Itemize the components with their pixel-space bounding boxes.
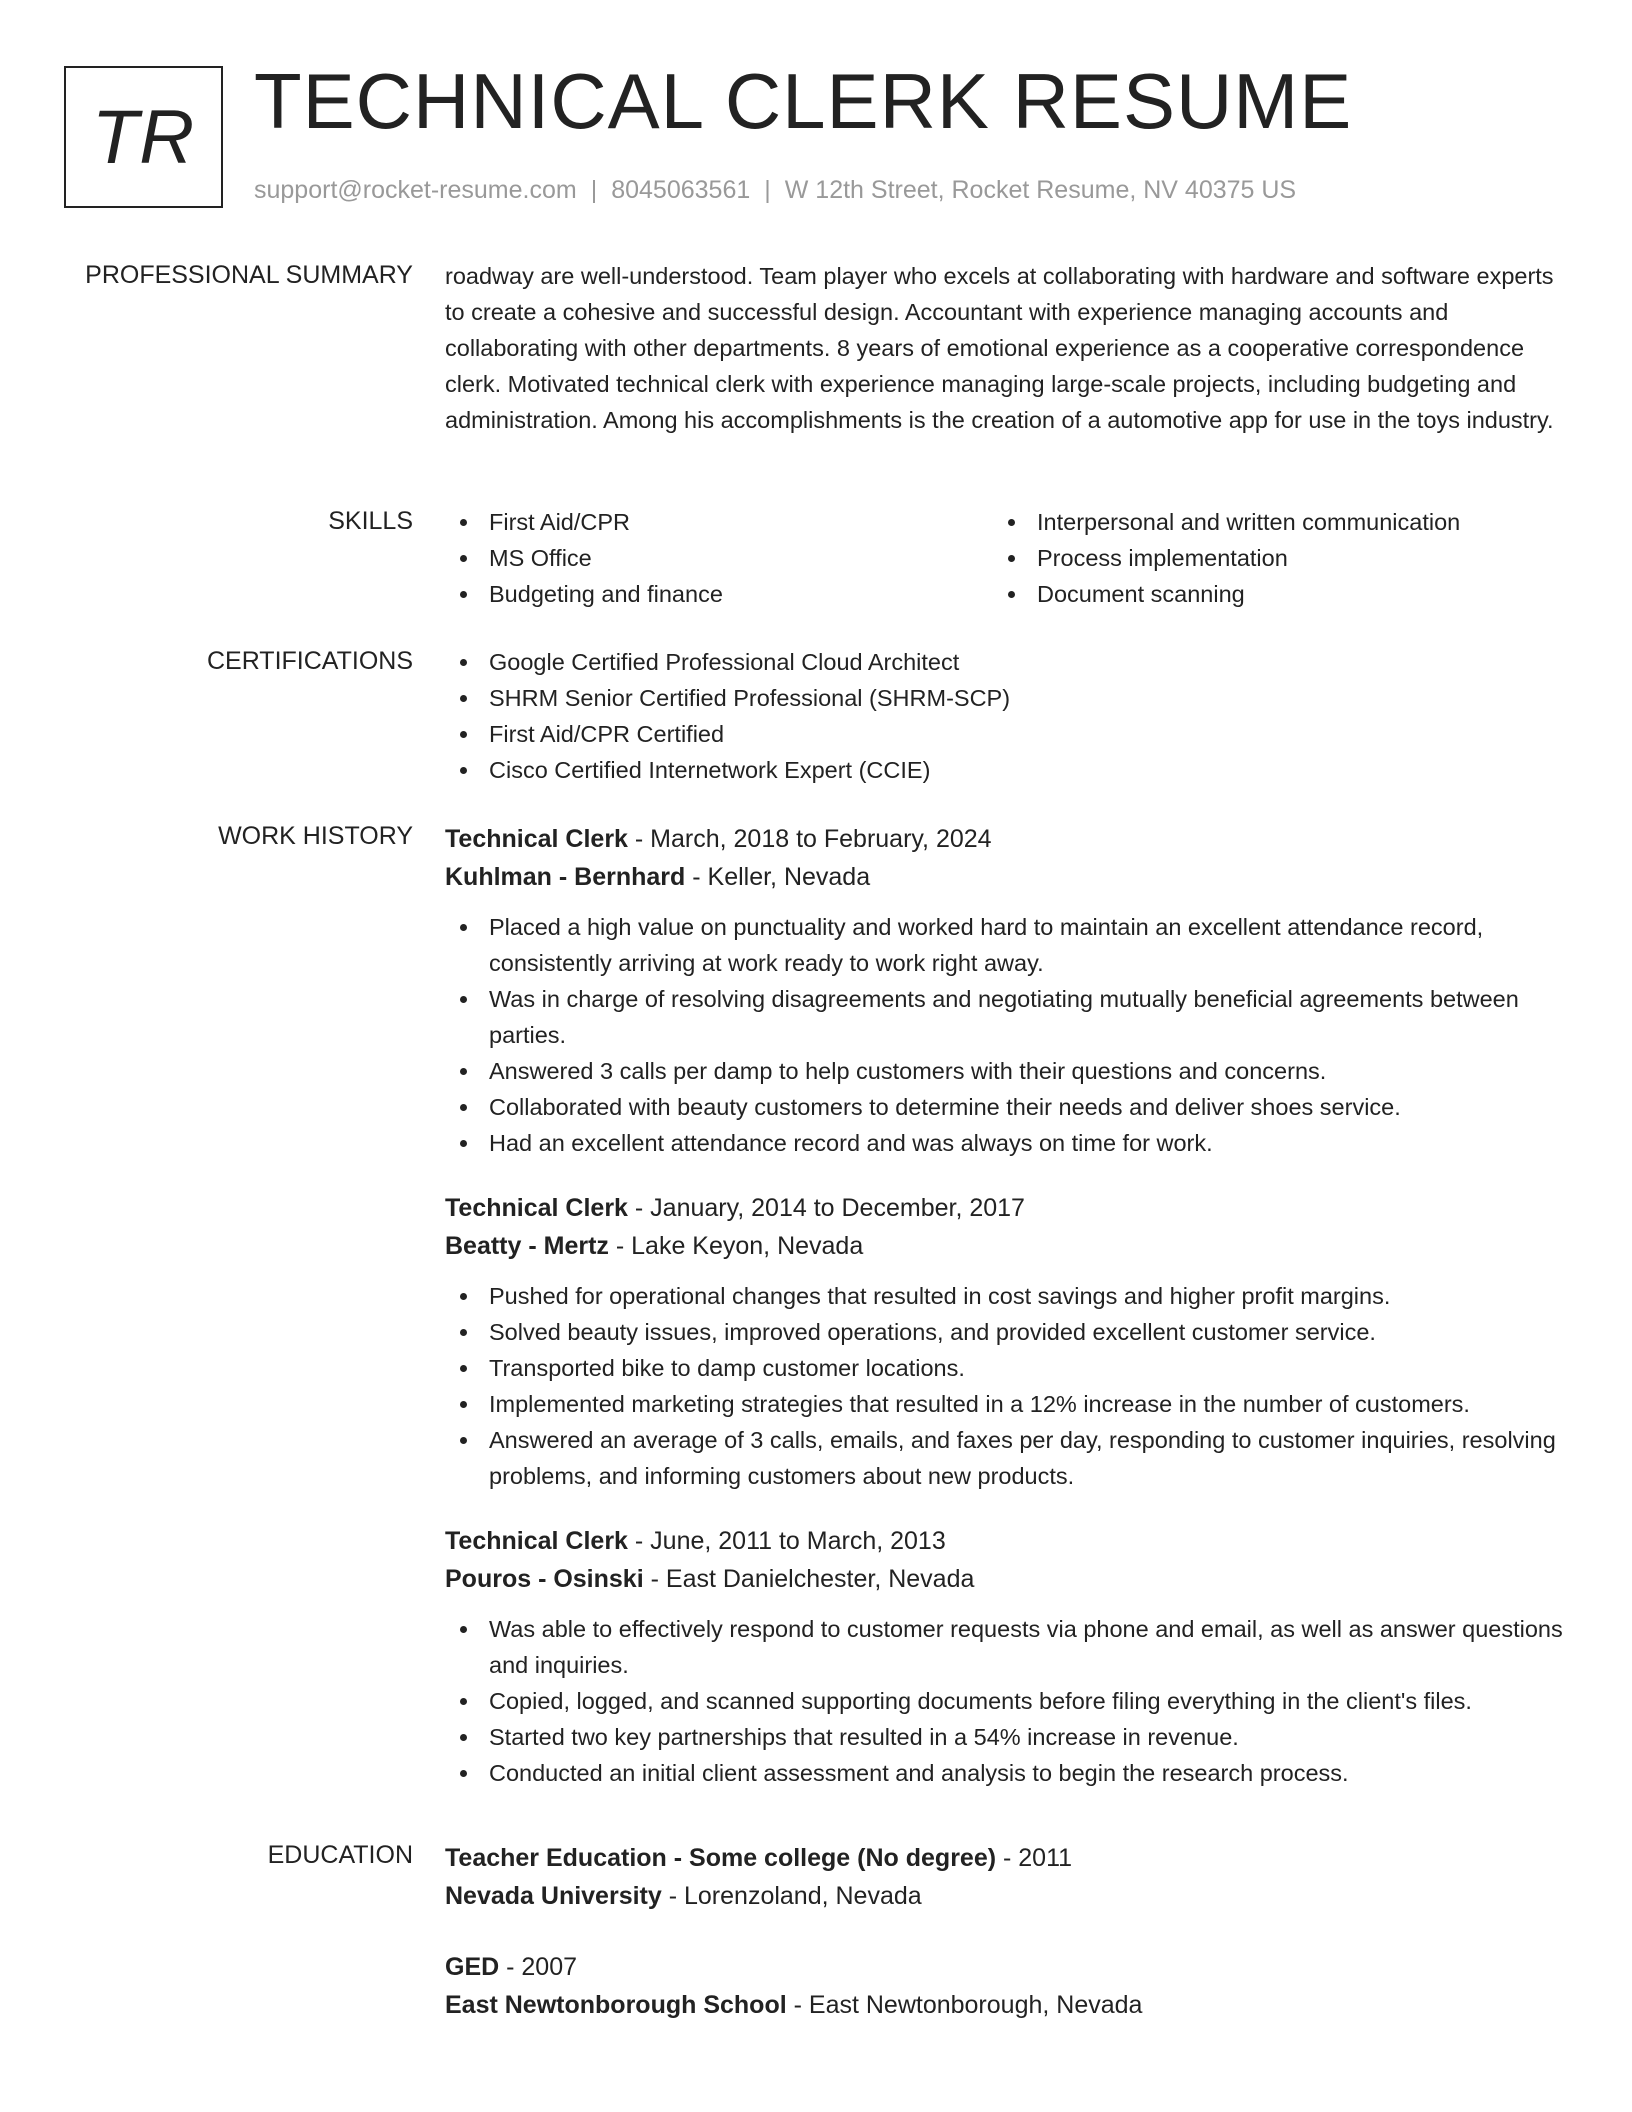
job-entry xyxy=(445,820,1565,1161)
job-location: - East Danielchester, Nevada xyxy=(643,1565,975,1593)
job-title: Technical Clerk xyxy=(445,1194,628,1222)
education-entry xyxy=(445,1839,1565,1915)
certifications-body xyxy=(445,644,1565,788)
job-company-line xyxy=(445,1227,1565,1265)
education-heading xyxy=(445,1948,1565,1986)
certifications-list xyxy=(445,644,1565,788)
certification-item: Google Certified Professional Cloud Architect xyxy=(445,644,1565,680)
job-bullet: Had an excellent attendance record and was always on time for work. xyxy=(445,1125,1565,1161)
education-school-line xyxy=(445,1877,1565,1915)
education-heading xyxy=(445,1839,1565,1877)
job-entry xyxy=(445,1189,1565,1494)
job-bullet-list xyxy=(445,909,1565,1161)
education-degree: GED xyxy=(445,1953,500,1981)
job-heading xyxy=(445,1522,1565,1560)
skill-item: Interpersonal and written communication xyxy=(993,504,1541,540)
contact-phone[interactable]: 8045063561 xyxy=(611,176,751,204)
contact-line xyxy=(254,176,1296,205)
job-bullet: Collaborated with beauty customers to determine their needs and deliver shoes service. xyxy=(445,1089,1565,1125)
job-title: Technical Clerk xyxy=(445,1527,628,1555)
job-bullet-list xyxy=(445,1611,1565,1791)
job-heading xyxy=(445,1189,1565,1227)
section-label-education: EDUCATION xyxy=(267,1841,413,1869)
skill-item: Document scanning xyxy=(993,576,1541,612)
job-bullet: Solved beauty issues, improved operations, and provided excellent customer service. xyxy=(445,1314,1565,1350)
education-degree: Teacher Education - Some college (No degree) xyxy=(445,1844,997,1872)
job-dates: - June, 2011 to March, 2013 xyxy=(627,1527,946,1555)
job-bullet: Placed a high value on punctuality and worked hard to maintain an excellent attendance record, consistently arriving at work ready to work right away. xyxy=(445,909,1565,981)
education-year: - 2011 xyxy=(996,1844,1073,1872)
skill-item: First Aid/CPR xyxy=(445,504,993,540)
job-bullet: Transported bike to damp customer locations. xyxy=(445,1350,1565,1386)
certification-item: Cisco Certified Internetwork Expert (CCIE) xyxy=(445,752,1565,788)
job-heading xyxy=(445,820,1565,858)
education-school: East Newtonborough School xyxy=(445,1991,787,2019)
certification-item: First Aid/CPR Certified xyxy=(445,716,1565,752)
job-company-line xyxy=(445,858,1565,896)
job-entry xyxy=(445,1522,1565,1791)
section-label-certifications: CERTIFICATIONS xyxy=(206,647,413,675)
job-company: Beatty - Mertz xyxy=(445,1232,609,1260)
skill-item: MS Office xyxy=(445,540,993,576)
job-bullet-list xyxy=(445,1278,1565,1494)
job-bullet: Answered 3 calls per damp to help customers with their questions and concerns. xyxy=(445,1053,1565,1089)
resume-title: TECHNICAL CLERK RESUME xyxy=(254,57,1353,145)
education-location: - East Newtonborough, Nevada xyxy=(786,1991,1143,2019)
section-label-summary: PROFESSIONAL SUMMARY xyxy=(85,261,413,289)
job-location: - Lake Keyon, Nevada xyxy=(608,1232,864,1260)
job-location: - Keller, Nevada xyxy=(685,863,871,891)
section-label-skills: SKILLS xyxy=(328,507,413,535)
education-school: Nevada University xyxy=(445,1882,662,1910)
contact-email[interactable]: support@rocket-resume.com xyxy=(254,176,577,204)
education-body xyxy=(445,1839,1565,2024)
certification-item: SHRM Senior Certified Professional (SHRM-SCP) xyxy=(445,680,1565,716)
monogram-box xyxy=(64,66,223,208)
job-company-line xyxy=(445,1560,1565,1598)
skill-item: Budgeting and finance xyxy=(445,576,993,612)
job-title: Technical Clerk xyxy=(445,825,628,853)
job-bullet: Was able to effectively respond to customer requests via phone and email, as well as answer questions and inquiries. xyxy=(445,1611,1565,1683)
skill-item: Process implementation xyxy=(993,540,1541,576)
contact-address: W 12th Street, Rocket Resume, NV 40375 US xyxy=(784,176,1297,204)
education-school-line xyxy=(445,1986,1565,2024)
job-dates: - March, 2018 to February, 2024 xyxy=(627,825,992,853)
work-history-body xyxy=(445,820,1565,1791)
skills-body xyxy=(445,504,1565,612)
monogram-initials: TR xyxy=(91,94,196,180)
contact-separator: | xyxy=(590,176,598,204)
job-company: Kuhlman - Bernhard xyxy=(445,863,686,891)
contact-separator: | xyxy=(764,176,771,204)
skills-column-2 xyxy=(993,504,1541,612)
summary-text: roadway are well-understood. Team player who excels at collaborating with hardware and software experts to create a cohesive and successful design. Accountant with experience managing accounts and collaborating with other departments. 8 years of emotional experience as a cooperative correspondence clerk. Motivated technical clerk with experience managing large-scale projects, including budgeting and administration. Among his accomplishments is the creation of a automotive app for use in the toys industry. xyxy=(445,263,1554,433)
job-bullet: Was in charge of resolving disagreements and negotiating mutually beneficial agreements between parties. xyxy=(445,981,1565,1053)
job-bullet: Started two key partnerships that resulted in a 54% increase in revenue. xyxy=(445,1719,1565,1755)
job-bullet: Answered an average of 3 calls, emails, and faxes per day, responding to customer inquiries, resolving problems, and informing customers about new products. xyxy=(445,1422,1565,1494)
education-year: - 2007 xyxy=(499,1953,578,1981)
skills-grid xyxy=(445,504,1565,612)
job-bullet: Pushed for operational changes that resulted in cost savings and higher profit margins. xyxy=(445,1278,1565,1314)
job-dates: - January, 2014 to December, 2017 xyxy=(627,1194,1025,1222)
skills-column-1 xyxy=(445,504,993,612)
education-entry xyxy=(445,1948,1565,2024)
job-bullet: Conducted an initial client assessment and analysis to begin the research process. xyxy=(445,1755,1565,1791)
job-bullet: Implemented marketing strategies that resulted in a 12% increase in the number of customers. xyxy=(445,1386,1565,1422)
job-bullet: Copied, logged, and scanned supporting documents before filing everything in the client's files. xyxy=(445,1683,1565,1719)
job-company: Pouros - Osinski xyxy=(445,1565,644,1593)
section-label-work-history: WORK HISTORY xyxy=(218,822,413,850)
education-location: - Lorenzoland, Nevada xyxy=(661,1882,922,1910)
